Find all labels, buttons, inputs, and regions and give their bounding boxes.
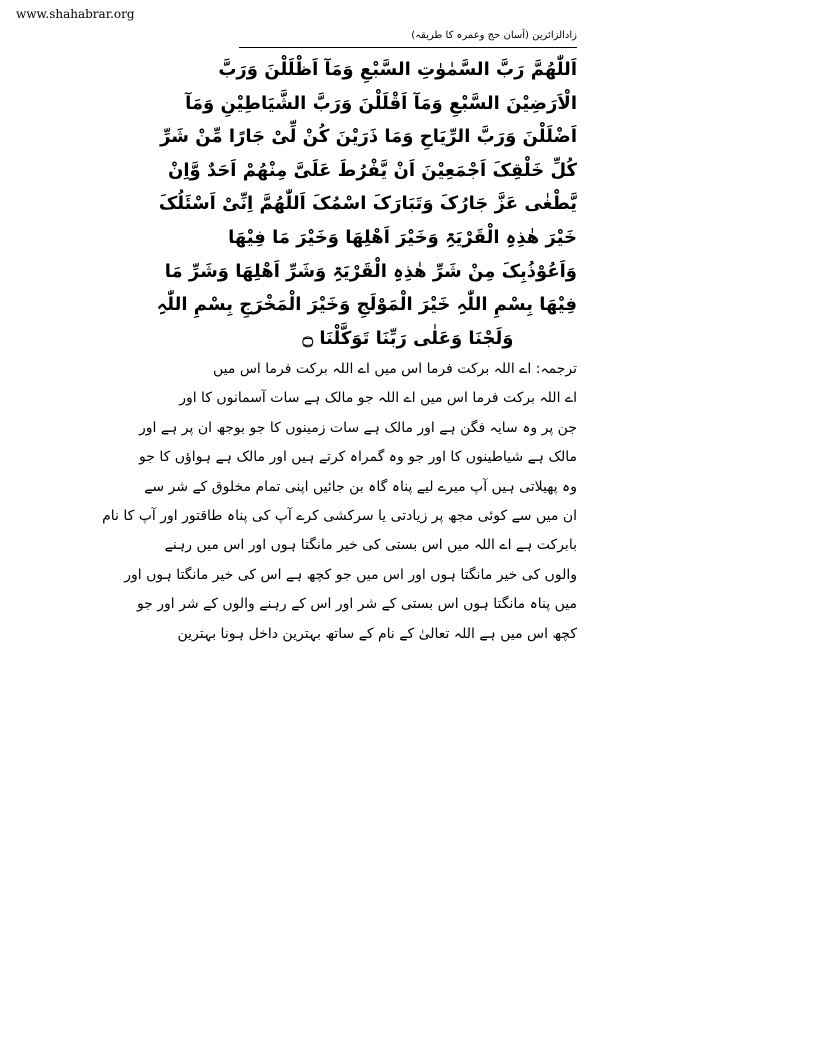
dua-line: الْاَرَضِیْنَ السَّبْعِ وَمَآ اَقْلَلْنَ وَرَبَّ الشَّیَاطِیْنِ وَمَآ [185,92,577,114]
dua-text-block [156,53,577,355]
translation-line: والوں کی خیر مانگتا ہوں اور اس میں جو کچھ ہے اس کی خیر مانگتا ہوں اور [124,566,577,583]
translation-line: جن پر وہ سایہ فگن ہے اور مالک ہے سات زمینوں کا جو بوجھ ان پر ہے اور [139,419,577,436]
dua-line: وَلَجْنَا وَعَلٰی رَبِّنَا تَوَکَّلْنَا ۝ [302,327,514,349]
site-url: www.shahabrar.org [16,7,135,21]
dua-line: فِیْھَا بِسْمِ اللّٰہِ خَیْرَ الْمَوْلَجِ وَخَیْرَ الْمَخْرَجِ بِسْمِ اللّٰہِ [156,294,577,316]
translation-line: وہ پھیلاتی ہیں آپ میرے لیے پناہ گاہ بن جائیں اپنی تمام مخلوق کے شر سے [144,478,577,495]
running-header: زادالزائرین (آسان حج وعمرہ کا طریقہ) [411,30,577,41]
dua-line: خَیْرَ ھٰذِہِ الْقَرْیَۃِ وَخَیْرَ اَھْلِھَا وَخَیْرَ مَا فِیْھَا [228,226,577,248]
header-rule [239,47,577,48]
translation-line: ان میں سے کوئی مجھ پر زیادتی یا سرکشی کرے آپ کی پناہ طاقتور اور آپ کا نام [102,507,577,524]
dua-line: اَضْلَلْنَ وَرَبَّ الرِّیَاحِ وَمَا ذَرَیْنَ کُنْ لِّیْ جَارًا مِّنْ شَرِّ [160,126,577,148]
translation-line: ترجمہ: اے اللہ برکت فرما اس میں اے اللہ برکت فرما اس میں [212,361,577,377]
dua-line: اَللّٰھُمَّ رَبَّ السَّمٰوٰتِ السَّبْعِ وَمَآ اَظْلَلْنَ وَرَبَّ [218,59,577,80]
translation-line: میں پناہ مانگتا ہوں اس بستی کے شر اور اس کے رہنے والوں کے شر اور جو [136,596,577,613]
translation-line: بابرکت ہے اے اللہ میں اس بستی کی خیر مانگتا ہوں اور اس میں رہنے [164,537,577,554]
translation-line: کچھ اس میں ہے اللہ تعالیٰ کے نام کے ساتھ بہترین داخل ہونا بہترین [177,625,577,642]
dua-line: وَاَعُوْذُبِکَ مِنْ شَرِّ ھٰذِہِ الْقَرْیَۃِ وَشَرِّ اَھْلِھَا وَشَرِّ مَا [164,260,577,282]
dua-line: کُلِّ خَلْقِکَ اَجْمَعِیْنَ اَنْ یَّفْرُطَ عَلَیَّ مِنْھُمْ اَحَدٌ وَّاِنْ [167,159,577,181]
dua-line: یَّطْغٰی عَزَّ جَارُکَ وَتَبَارَکَ اسْمُکَ اَللّٰھُمَّ اِنِّیْ اَسْئَلُکَ [158,193,577,215]
translation-line: اے اللہ برکت فرما اس میں اے اللہ جو مالک ہے سات آسمانوں کا اور [179,390,577,407]
translation-line: مالک ہے شیاطینوں کا اور جو وہ گمراہ کرتے ہیں اور مالک ہے ہواؤں کا جو [139,449,577,466]
translation-block [102,355,577,649]
